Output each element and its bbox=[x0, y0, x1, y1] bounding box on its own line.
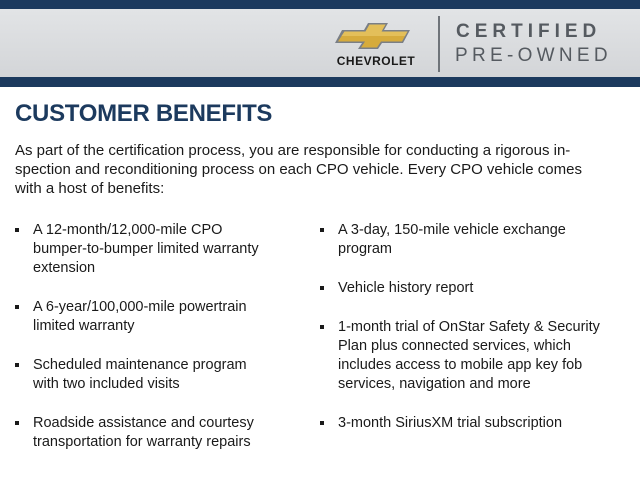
benefits-list-right bbox=[320, 221, 632, 433]
benefit-line: Scheduled maintenance program bbox=[33, 357, 247, 373]
header-bottom-stripe bbox=[0, 77, 640, 87]
bullet-icon bbox=[15, 421, 19, 425]
page-title: CUSTOMER BENEFITS bbox=[15, 100, 273, 127]
benefit-line: 3-month SiriusXM trial subscription bbox=[338, 415, 563, 431]
brand-wordmark: CHEVROLET bbox=[336, 54, 416, 68]
bullet-icon bbox=[320, 421, 324, 425]
benefit-line: bumper-to-bumper limited warranty bbox=[33, 241, 259, 257]
benefit-item bbox=[320, 221, 632, 259]
pre-owned-label: PRE-OWNED bbox=[455, 45, 612, 66]
benefit-item bbox=[15, 414, 300, 452]
benefit-line: 1-month trial of OnStar Safety & Security bbox=[338, 319, 600, 335]
benefits-list-left bbox=[15, 221, 300, 452]
benefit-item bbox=[15, 221, 300, 278]
benefit-line: limited warranty bbox=[33, 318, 135, 334]
intro-line: As part of the certification process, you are responsible for conducting a rigorous in- bbox=[15, 142, 571, 159]
benefit-item bbox=[320, 414, 632, 433]
benefit-line: program bbox=[338, 241, 392, 257]
benefit-line: Roadside assistance and courtesy bbox=[33, 415, 254, 431]
header-divider bbox=[438, 16, 440, 72]
bullet-icon bbox=[15, 228, 19, 232]
benefit-line: with two included visits bbox=[33, 376, 180, 392]
intro-line: spection and reconditioning process on each CPO vehicle. Every CPO vehicle comes bbox=[15, 161, 582, 178]
bullet-icon bbox=[320, 325, 324, 329]
benefit-line: A 12-month/12,000-mile CPO bbox=[33, 222, 223, 238]
header-top-stripe bbox=[0, 0, 640, 9]
bullet-icon bbox=[320, 286, 324, 290]
benefit-item bbox=[320, 318, 632, 394]
intro-paragraph bbox=[15, 141, 627, 198]
benefit-line: includes access to mobile app key fob bbox=[338, 357, 583, 373]
benefit-item bbox=[15, 298, 300, 336]
benefit-line: services, navigation and more bbox=[338, 376, 531, 392]
benefit-line: A 3-day, 150-mile vehicle exchange bbox=[338, 222, 566, 238]
benefit-line: Plan plus connected services, which bbox=[338, 338, 571, 354]
bullet-icon bbox=[15, 305, 19, 309]
benefit-item bbox=[320, 279, 632, 298]
bullet-icon bbox=[15, 363, 19, 367]
intro-line: with a host of benefits: bbox=[15, 180, 165, 197]
benefit-line: Vehicle history report bbox=[338, 280, 474, 296]
benefit-line: extension bbox=[33, 260, 96, 276]
benefit-line: transportation for warranty repairs bbox=[33, 434, 251, 450]
chevrolet-bowtie-icon bbox=[330, 22, 424, 50]
bullet-icon bbox=[320, 228, 324, 232]
benefit-item bbox=[15, 356, 300, 394]
certified-label: CERTIFIED bbox=[456, 21, 602, 42]
benefit-line: A 6-year/100,000-mile powertrain bbox=[33, 299, 247, 315]
